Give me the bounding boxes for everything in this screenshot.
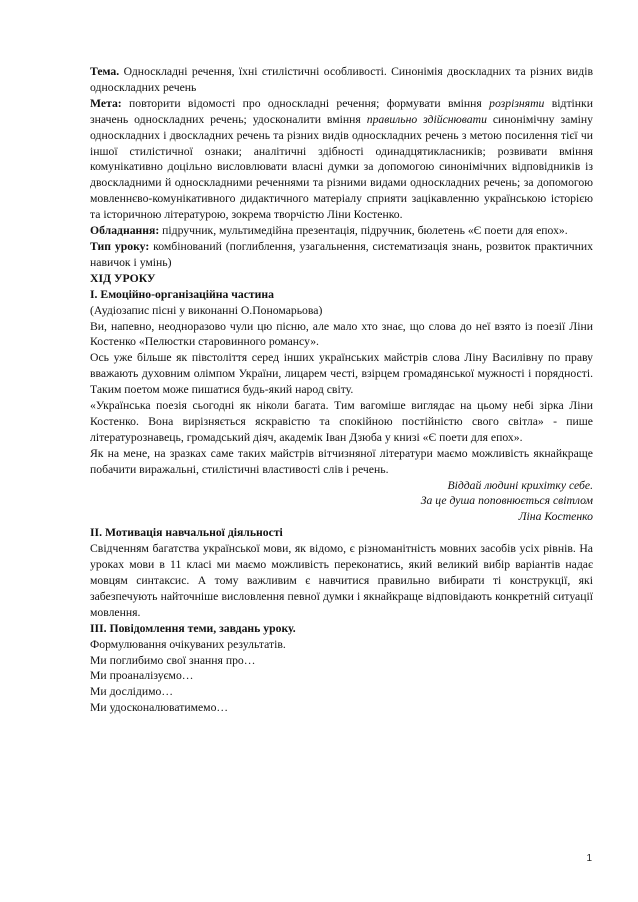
lesson-type-text: комбінований (поглиблення, узагальнення, систематизація знань, розвиток практичних навичок і умінь): [90, 239, 593, 269]
goal-italic-1: розрізняти: [489, 96, 545, 110]
course-heading: ХІД УРОКУ: [90, 271, 156, 285]
section3-line: Ми проаналізуємо…: [90, 669, 194, 683]
section2-paragraph-1: Свідченням багатства української мови, як відомо, є різноманітність мовних засобів усіх рівнів. На уроках мови в 11 класі ми маємо можливість переконатись, який великий вибір варіантів надає мовцям синтаксис. А тому важливим є навчитися правильно вибирати ті конструкції, які забезпечують найточніше висловлення певної думки і якнайкраще відповідають конкретній ситуації мовлення.: [90, 542, 593, 619]
section3-heading: ІІІ. Повідомлення теми, завдань уроку.: [90, 621, 296, 635]
equipment-label: Обладнання:: [90, 224, 160, 238]
goal-text-2: відтінки значень односкладних речень; удосконалити вміння: [90, 96, 593, 126]
goal-text-3: синонімічну заміну односкладних і двоскладних речень та різних видів односкладних речень з метою посилення тієї чи іншої стилістичної ознаки; аналітичні здібності одинадцятикласників; розвивати вміння комунікативно доцільно висловлювати власні думки за допомогою синонімічних відповідників із двоскладними й односкладними реченнями та різними видами односкладних речень; за допомогою мовленнєво-комунікативного дидактичного матеріалу сприяти зацікавленню українською історією та історичною літературою, зокрема творчістю Ліни Костенко.: [90, 112, 593, 222]
goal-italic-2: правильно здійснювати: [366, 112, 487, 126]
section2-heading: ІІ. Мотивація навчальної діяльності: [90, 526, 283, 540]
page-number: 1: [586, 853, 592, 864]
section1-paragraph-4: «Українська поезія сьогодні як ніколи багата. Тим вагоміше виглядає на цьому небі зірка Ліни Костенко. Вона вирізняється яскравістю та спокійною постійністю свого світла» - пише літературознавець, громадський діяч, академік Іван Дзюба у книзі «Є поети для епох».: [90, 399, 593, 444]
epigraph-line-2: За це душа поповнюється світлом: [420, 494, 593, 508]
goal-text-1: повторити відомості про односкладні речення; формувати вміння: [121, 96, 490, 110]
theme-text: Односкладні речення, їхні стилістичні особливості. Синонімія двоскладних та різних видів односкладних речень: [90, 65, 594, 94]
lesson-type-paragraph: [90, 239, 593, 271]
section3-line: Формулювання очікуваних результатів.: [90, 637, 286, 651]
section1-paragraph-3: Ось уже більше як півстоліття серед інших українських майстрів слова Ліну Василівну по праву вважають духовним олімпом України, лицарем честі, взірцем громадянської мужності і порядності. Таким поетом може пишатися будь-який народ світу.: [90, 351, 593, 397]
section3-line: Ми поглибимо свої знання про…: [90, 653, 256, 667]
section3-line: Ми дослідимо…: [90, 685, 174, 699]
equipment-text: підручник, мультимедійна презентація, підручник, бюлетень «Є поети для епох».: [159, 224, 568, 238]
equipment-paragraph: [90, 223, 593, 239]
section3-line: Ми удосконалюватимемо…: [90, 701, 229, 715]
section1-paragraph-2: Ви, напевно, неодноразово чули цю пісню, але мало хто знає, що слова до неї взято із поезії Ліни Костенко «Пелюстки старовинного романсу».: [90, 319, 593, 349]
section1-heading: І. Емоційно-організаційна частина: [90, 287, 274, 301]
epigraph-line-1: Віддай людині крихітку себе.: [447, 478, 593, 492]
lesson-type-label: Тип уроку:: [90, 239, 150, 253]
theme-label: Тема.: [90, 65, 120, 78]
section1-paragraph-5: Як на мене, на зразках саме таких майстрів вітчизняної літератури маємо можливість якнайкраще побачити виражальні, стилістичні властивості слів і речень.: [90, 446, 593, 476]
epigraph-author: Ліна Костенко: [518, 510, 593, 524]
theme-paragraph: [90, 64, 593, 96]
section1-paragraph-1: (Аудіозапис пісні у виконанні О.Пономарьова): [90, 303, 323, 317]
goal-label: Мета:: [90, 96, 122, 110]
document-body: [90, 64, 593, 716]
goal-paragraph: [90, 96, 593, 223]
